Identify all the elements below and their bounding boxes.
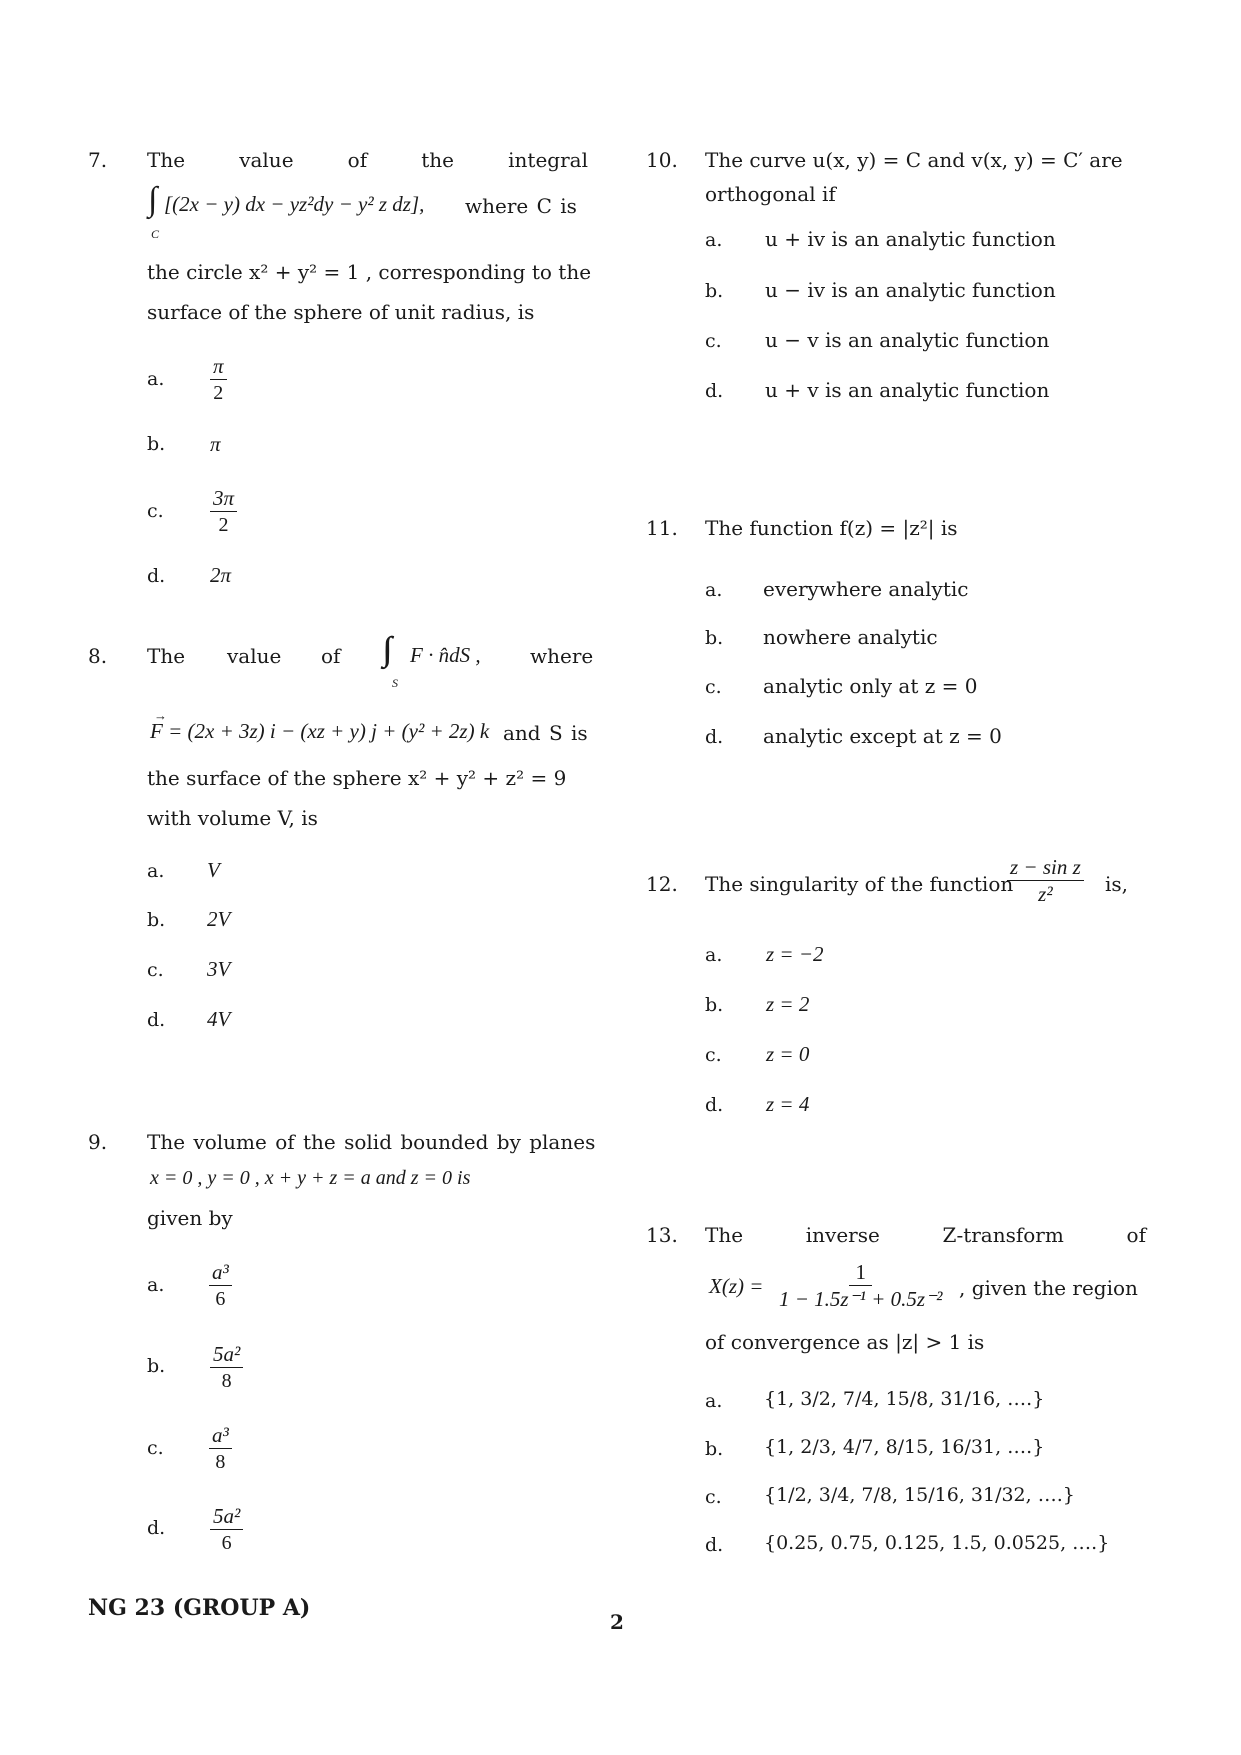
- option-label[interactable]: a.: [705, 579, 723, 601]
- transform-fraction: $\frac{1}{\text{1 − 1.5z⁻¹ + 0.5z⁻²}}$: [779, 1260, 943, 1311]
- option-label[interactable]: a.: [705, 229, 723, 251]
- question-number: 13.: [646, 1223, 678, 1247]
- question-text-word: value: [227, 644, 282, 668]
- option-label[interactable]: a.: [705, 944, 723, 966]
- question-text-line: with volume V, is: [147, 806, 318, 830]
- question-math-line: x = 0 , y = 0 , x + y + z = a and z = 0 is: [150, 1167, 471, 1189]
- option-label[interactable]: b.: [147, 909, 166, 931]
- question-text-line: The function f(z) = |z²| is: [705, 516, 958, 540]
- option-value[interactable]: analytic except at z = 0: [763, 724, 1002, 748]
- option-label[interactable]: a.: [147, 860, 165, 882]
- vector-field-expression: F = (2x + 3z) i − (xz + y) j + (y² + 2z) k: [150, 719, 490, 743]
- option-value[interactable]: V: [207, 858, 220, 882]
- option-value[interactable]: 3V: [207, 957, 231, 981]
- paper-code: NG 23 (GROUP A): [88, 1595, 311, 1621]
- question-text-line: The inverse Z-transform of: [705, 1223, 1146, 1247]
- question-text-line: The value of the integral: [147, 148, 588, 172]
- question-text-word: The: [147, 644, 186, 668]
- option-value[interactable]: π: [210, 432, 221, 456]
- question-text-line: is,: [1105, 872, 1129, 896]
- vector-arrow-icon: →: [154, 708, 167, 723]
- option-value[interactable]: u − iv is an analytic function: [765, 278, 1056, 302]
- option-value[interactable]: u + v is an analytic function: [765, 378, 1050, 402]
- option-value[interactable]: z = 4: [766, 1092, 810, 1116]
- option-label[interactable]: b.: [705, 280, 724, 302]
- question-text-line: , given the region: [959, 1276, 1138, 1300]
- option-value[interactable]: nowhere analytic: [763, 625, 938, 649]
- option-label[interactable]: d.: [147, 1517, 166, 1539]
- option-value[interactable]: analytic only at z = 0: [763, 674, 978, 698]
- option-label[interactable]: d.: [705, 380, 724, 402]
- option-label[interactable]: c.: [147, 959, 164, 981]
- question-number: 9.: [88, 1130, 108, 1154]
- integral-sign-icon: ∫: [148, 181, 158, 218]
- integral-expression: F · n̂dS ,: [410, 643, 481, 667]
- option-label[interactable]: b.: [705, 994, 724, 1016]
- question-text-line: the circle x² + y² = 1 , corresponding to the: [147, 260, 592, 284]
- option-label[interactable]: d.: [705, 1094, 724, 1116]
- option-label[interactable]: c.: [147, 1437, 164, 1459]
- question-number: 12.: [646, 872, 678, 896]
- option-value[interactable]: z = 0: [766, 1042, 810, 1066]
- option-label[interactable]: b.: [705, 1438, 724, 1460]
- option-label[interactable]: c.: [705, 1044, 722, 1066]
- option-c-fraction[interactable]: $\frac{3\pi}{2}$: [210, 487, 237, 536]
- option-a-fraction[interactable]: $\frac{\text{a³}}{6}$: [209, 1261, 232, 1310]
- option-label[interactable]: c.: [147, 500, 164, 522]
- option-label[interactable]: d.: [705, 726, 724, 748]
- option-label[interactable]: c.: [705, 1486, 722, 1508]
- question-number: 7.: [88, 148, 108, 172]
- option-label[interactable]: b.: [147, 1355, 166, 1377]
- option-value[interactable]: 2V: [207, 907, 231, 931]
- option-value[interactable]: everywhere analytic: [763, 577, 969, 601]
- question-text-line: and S is: [503, 721, 588, 745]
- option-label[interactable]: d.: [147, 565, 166, 587]
- question-text-line: the surface of the sphere x² + y² + z² = 9: [147, 766, 567, 790]
- integral-subscript: C: [151, 227, 160, 241]
- singularity-fraction: $\frac{\text{z − sin z}}{\text{z²}}$: [1007, 856, 1084, 905]
- option-value[interactable]: {1, 2/3, 4/7, 8/15, 16/31, ….}: [764, 1436, 1045, 1458]
- option-value[interactable]: {0.25, 0.75, 0.125, 1.5, 0.0525, ….}: [764, 1532, 1110, 1554]
- question-number: 8.: [88, 644, 108, 668]
- question-text-line: surface of the sphere of unit radius, is: [147, 300, 535, 324]
- question-text-word: where: [530, 644, 594, 668]
- option-label[interactable]: c.: [705, 676, 722, 698]
- option-value[interactable]: {1/2, 3/4, 7/8, 15/16, 31/32, ….}: [764, 1484, 1075, 1506]
- question-text-line: where C is: [465, 194, 577, 218]
- option-c-fraction[interactable]: $\frac{\text{a³}}{8}$: [209, 1424, 232, 1473]
- option-value[interactable]: z = −2: [766, 942, 824, 966]
- question-text-word: of: [321, 644, 341, 668]
- question-text-line: orthogonal if: [705, 182, 836, 206]
- option-label[interactable]: c.: [705, 330, 722, 352]
- question-text-line: given by: [147, 1206, 233, 1230]
- question-number: 11.: [646, 516, 678, 540]
- option-d-fraction[interactable]: $\frac{\text{5a²}}{6}$: [210, 1505, 243, 1554]
- question-text-line: The singularity of the function: [705, 872, 1014, 896]
- option-label[interactable]: a.: [147, 1274, 165, 1296]
- option-value[interactable]: 4V: [207, 1007, 231, 1031]
- option-label[interactable]: d.: [705, 1534, 724, 1556]
- integral-expression: [(2x − y) dx − yz²dy − y² z dz],: [164, 192, 425, 216]
- integral-subscript: S: [392, 676, 398, 690]
- page-number: 2: [610, 1610, 624, 1634]
- question-text-line: The curve u(x, y) = C and v(x, y) = C′ are: [705, 148, 1123, 172]
- option-label[interactable]: b.: [705, 627, 724, 649]
- option-label[interactable]: a.: [147, 368, 165, 390]
- option-label[interactable]: b.: [147, 433, 166, 455]
- option-value[interactable]: 2π: [210, 563, 232, 587]
- option-value[interactable]: u + iv is an analytic function: [765, 227, 1056, 251]
- option-a-fraction[interactable]: $\frac{\pi}{2}$: [210, 355, 227, 404]
- option-value[interactable]: u − v is an analytic function: [765, 328, 1050, 352]
- option-value[interactable]: z = 2: [766, 992, 810, 1016]
- option-value[interactable]: {1, 3/2, 7/4, 15/8, 31/16, ….}: [764, 1388, 1045, 1410]
- option-label[interactable]: a.: [705, 1390, 723, 1412]
- question-text-line: of convergence as |z| > 1 is: [705, 1330, 985, 1354]
- option-label[interactable]: d.: [147, 1009, 166, 1031]
- question-number: 10.: [646, 148, 678, 172]
- option-b-fraction[interactable]: $\frac{\text{5a²}}{8}$: [210, 1343, 243, 1392]
- transform-lhs: X(z) =: [709, 1274, 764, 1298]
- question-text-line: The volume of the solid bounded by planes: [147, 1130, 596, 1154]
